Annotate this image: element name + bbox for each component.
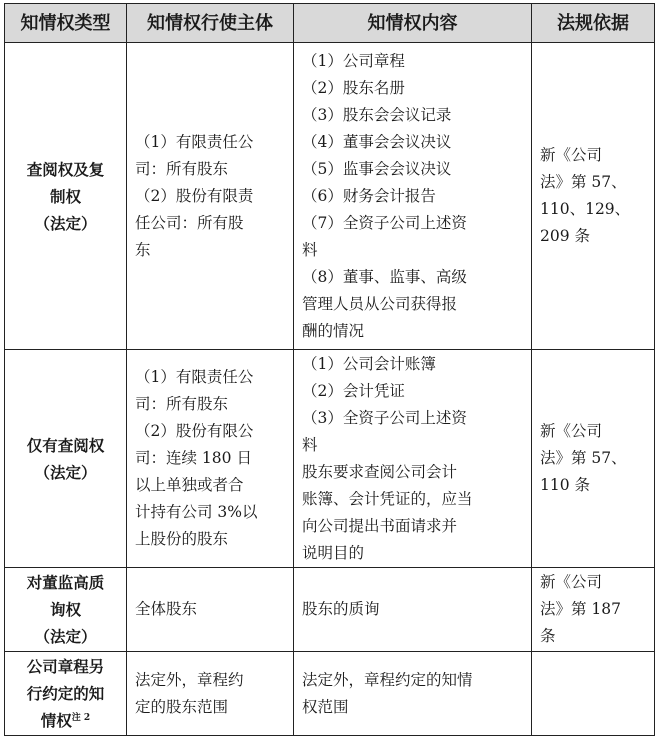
header-content: 知情权内容 bbox=[294, 4, 532, 43]
cell-line: 新《公司 bbox=[540, 422, 603, 440]
cell-line: 说明目的 bbox=[302, 543, 365, 562]
cell-line: （法定） bbox=[34, 213, 97, 233]
cell-line: 东 bbox=[135, 240, 151, 259]
cell-line: 法》第 187 bbox=[540, 600, 622, 618]
cell-content bbox=[294, 652, 532, 736]
cell-line: 向公司提出书面请求并 bbox=[302, 516, 458, 535]
cell-line: （法定） bbox=[34, 462, 97, 482]
cell-line: 制权 bbox=[49, 186, 81, 206]
cell-line: 任公司：所有股 bbox=[135, 213, 244, 232]
cell-line: 110、129、 bbox=[540, 200, 631, 218]
cell-line: 司：所有股东 bbox=[135, 395, 229, 413]
cell-line: 对董监高质 bbox=[26, 573, 105, 592]
table-row bbox=[5, 43, 655, 350]
table-row bbox=[5, 568, 655, 652]
cell-line: 料 bbox=[302, 435, 318, 454]
cell-subject bbox=[127, 652, 294, 736]
cell-line: 酬的情况 bbox=[302, 321, 365, 340]
cell-line: 询权 bbox=[49, 600, 81, 619]
cell-line: 全体股东 bbox=[135, 600, 198, 618]
cell-line: （1）公司会计账簿 bbox=[302, 354, 436, 373]
header-subject: 知情权行使主体 bbox=[127, 4, 294, 43]
cell-line: （2）股东名册 bbox=[302, 78, 405, 97]
cell-line: 公司章程另 bbox=[26, 657, 105, 676]
cell-line: 209 条 bbox=[540, 227, 591, 245]
cell-basis bbox=[532, 350, 655, 568]
cell-line: 条 bbox=[540, 627, 556, 645]
cell-line: 新《公司 bbox=[540, 573, 603, 591]
cell-subject bbox=[127, 43, 294, 350]
cell-line: 法定外，章程约 bbox=[135, 670, 244, 689]
cell-line: 新《公司 bbox=[540, 146, 603, 164]
cell-content bbox=[294, 43, 532, 350]
cell-type bbox=[5, 568, 127, 652]
cell-line: 仅有查阅权 bbox=[26, 435, 105, 455]
cell-line: （法定） bbox=[34, 627, 97, 646]
cell-basis bbox=[532, 43, 655, 350]
cell-line: 账簿、会计凭证的，应当 bbox=[302, 489, 473, 508]
cell-type bbox=[5, 652, 127, 736]
cell-line: （3）股东会会议记录 bbox=[302, 105, 452, 124]
cell-line: 以上单独或者合 bbox=[135, 476, 244, 494]
cell-line: （3）全资子公司上述资 bbox=[302, 408, 467, 427]
header-basis: 法规依据 bbox=[532, 4, 655, 43]
cell-line: （4）董事会会议决议 bbox=[302, 132, 452, 151]
cell-line: （2）股份有限公 bbox=[135, 422, 254, 440]
cell-line: （6）财务会计报告 bbox=[302, 186, 436, 205]
cell-content bbox=[294, 350, 532, 568]
cell-line: （2）股份有限责 bbox=[135, 186, 254, 205]
cell-subject bbox=[127, 350, 294, 568]
cell-line: （1）有限责任公 bbox=[135, 132, 254, 151]
cell-line: 计持有公司 3%以 bbox=[135, 503, 258, 521]
cell-line: （1）有限责任公 bbox=[135, 368, 254, 386]
footnote-marker: 注 2 bbox=[71, 712, 91, 723]
cell-line: 上股份的股东 bbox=[135, 530, 229, 548]
table-row bbox=[5, 652, 655, 736]
cell-line: 股东的质询 bbox=[302, 600, 380, 618]
cell-type bbox=[5, 350, 127, 568]
cell-line: 料 bbox=[302, 240, 318, 259]
table-row bbox=[5, 350, 655, 568]
cell-line: 法》第 57、 bbox=[540, 449, 627, 467]
cell-line: 管理人员从公司获得报 bbox=[302, 294, 458, 313]
cell-line: 司：连续 180 日 bbox=[135, 449, 252, 467]
cell-line: 股东要求查阅公司会计 bbox=[302, 462, 458, 481]
cell-line: 定的股东范围 bbox=[135, 697, 229, 716]
cell-basis bbox=[532, 568, 655, 652]
cell-subject bbox=[127, 568, 294, 652]
cell-line: （5）监事会会议决议 bbox=[302, 159, 452, 178]
cell-line: 110 条 bbox=[540, 476, 591, 494]
cell-content bbox=[294, 568, 532, 652]
cell-line: 行约定的知 bbox=[26, 684, 105, 703]
rights-table bbox=[4, 3, 655, 736]
cell-line: （7）全资子公司上述资 bbox=[302, 213, 467, 232]
cell-line: （1）公司章程 bbox=[302, 51, 405, 70]
cell-line: 情权$^{注 2}$ bbox=[40, 711, 91, 730]
header-type: 知情权类型 bbox=[5, 4, 127, 43]
cell-type bbox=[5, 43, 127, 350]
cell-line: 司：所有股东 bbox=[135, 159, 229, 178]
cell-line: 权范围 bbox=[302, 697, 349, 716]
cell-line: 法定外，章程约定的知情 bbox=[302, 670, 473, 689]
cell-line: 法》第 57、 bbox=[540, 173, 627, 191]
cell-basis bbox=[532, 652, 655, 736]
cell-line: （2）会计凭证 bbox=[302, 381, 405, 400]
cell-line: （8）董事、监事、高级 bbox=[302, 267, 467, 286]
header-row bbox=[5, 4, 655, 43]
cell-line: 查阅权及复 bbox=[26, 159, 105, 179]
